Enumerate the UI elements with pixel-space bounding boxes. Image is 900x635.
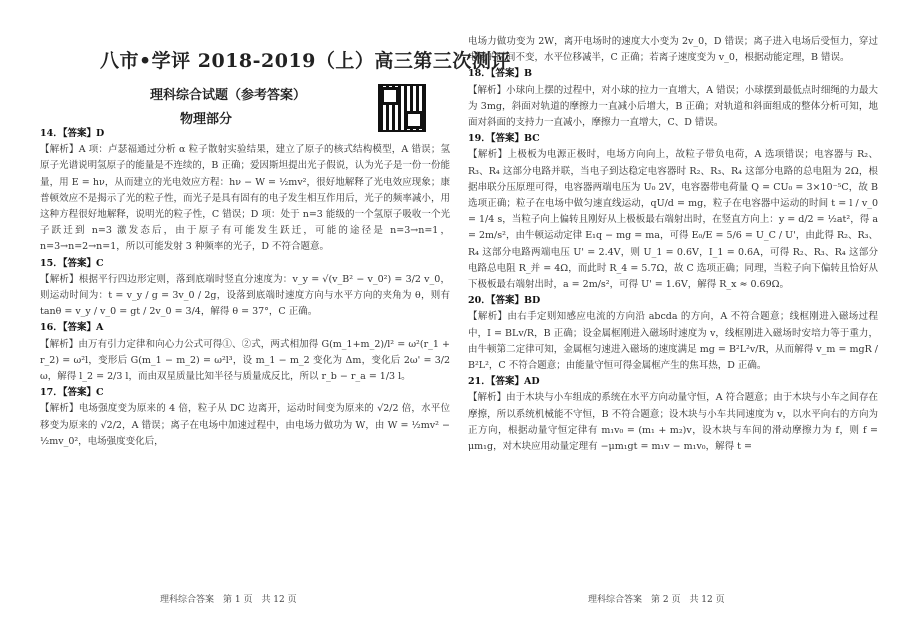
qr-code-icon	[378, 84, 426, 132]
page-subtitle: 理科综合试题（参考答案）	[150, 88, 307, 103]
right-column-text	[468, 34, 878, 586]
left-column-text	[40, 126, 450, 586]
answer-label: 20．【答案】BD	[468, 295, 541, 307]
explanation-paragraph: 【解析】小球向上摆的过程中，对小球的拉力一直增大，A 错误；小球摆到最低点时细绳的力最大为 3mg，斜面对轨道的摩擦力一直减小后增大，B 正确；对轨道和斜面组成的整体分析可知，地面对斜面的支持力一直减小，摩擦力一直增大，C、D 错误。	[468, 84, 878, 129]
right-column	[468, 0, 878, 635]
answer-label: 16．【答案】A	[40, 322, 104, 334]
answer-label: 14．【答案】D	[40, 128, 105, 139]
answer-label: 21．【答案】AD	[468, 376, 540, 388]
section-heading: 物理部分	[180, 112, 233, 127]
footer-left: 理科综合答案 第 1 页 共 12 页	[160, 595, 297, 605]
answer-label: 15．【答案】C	[40, 257, 104, 269]
footer-right: 理科综合答案 第 2 页 共 12 页	[588, 595, 725, 605]
explanation-paragraph: 【解析】A 项：卢瑟福通过分析 α 粒子散射实验结果，建立了原子的核式结构模型，A 错误；氢原子光谱说明氢原子的能量是不连续的，B 正确；爱因斯坦提出光子假说，认为光子是一份一份能量，用 E = hν，从而建立的光电效应方程：hν − W = ½mv²，很好地解释了光电效应现象；康普顿效应不是揭示了光的粒子性，而光子是具有固有的电子发生相互作用后，光子的频率减小，用这种方程很好地解释，说明光的粒子性，C 错误；D 项：处于 n=3 能级的一个氢原子吸收一个光子跃迁到 n=3 激发态后，由于原子有可能发生跃迁，可能的途径是 n=3→n=1，n=3→n=2→n=1，所以可能发射 3 种频率的光子，D 不符合题意。	[40, 144, 450, 253]
explanation-paragraph: 【解析】上极板为电源正极时，电场方向向上，故粒子带负电荷，A 选项错误；电容器与 R₂、R₃、R₄ 这部分电路并联，当电子到达稳定电容器时 R₂、R₃、R₄ 这部分电路的总电阻为 2Ω，根据串联分压原理可得，电容器两端电压为 U₀ 2V，电容器带电荷量 Q = CU₀ = 3×10⁻⁵C，故 B 选项正确；粒子在电场中做匀速直线运动，qU/d = mg，粒子在电容器中运动的时间 t = l / v_0 = 1/4 s，当粒子向上偏转且刚好从上极板最右端射出时，在竖直方向上：y = d/2 = ½at²，得 a = 2m/s²，由牛顿运动定律 E₁q − mg = ma，可得 E₀/E = 5/6 = U_C / U'，由此得 R₂、R₃、R₄ 这部分电路两端电压 U' = 2.4V，则 U_1 = 0.6V，I_1 = 0.6A，可得 R₂、R₃、R₄ 这部分电路总电阻 R_并 = 4Ω，而此时 R_4 = 5.7Ω，故 C 选项正确；同理，当粒子向下偏转且恰好从下极板最右端射出时，a = 2m/s²，可得 U' = 1.6V，解得 R_x ≈ 0.69Ω。	[468, 149, 878, 291]
answer-label: 19．【答案】BC	[468, 133, 540, 145]
page-title: 八市•学评 2018-2019（上）高三第三次测评	[100, 50, 511, 72]
explanation-paragraph: 电场力做功变为 2W，离开电场时的速度大小变为 2v_0，D 错误；离子进入电场后受恒力，穿过电场的时间不变，水平位移减半，C 正确；若离子速度变为 v_0，根据动能定理，B 错误。	[468, 36, 878, 64]
explanation-paragraph: 【解析】由万有引力定律和向心力公式可得①、②式，两式相加得 G(m_1+m_2)/l² = ω²(r_1 + r_2) = ω²l，变形后 G(m_1 − m_2) = ω²l³，设 m_1 − m_2 变化为 Δm，变化后 2ω' = 3/2 ω，解得 l_2 = 2/3 l，而由双星质量比知半径与质量成反比，所以 r_b − r_a = 1/3 l。	[40, 338, 450, 383]
explanation-paragraph: 【解析】由右手定则知感应电流的方向沿 abcda 的方向，A 不符合题意；线框刚进入磁场过程中，I = BLv/R，B 正确；设金属框刚进入磁场时速度为 v，线框刚进入磁场时安培力等于重力，由牛顿第二定律可知，金属框匀速进入磁场的速度满足 mg = B²L²v/R，从而解得 v_m = mgR / B²L²，C 不符合题意；由能量守恒可得金属框产生的焦耳热，D 正确。	[468, 311, 878, 372]
explanation-paragraph: 【解析】根据平行四边形定则，落到底端时竖直分速度为：v_y = √(v_B² − v_0²) = 3/2 v_0，则运动时间为：t = v_y / g = 3v_0 / 2g，设落到底端时速度方向与水平方向的夹角为 θ，则有 tanθ = v_y / v_0 = gt / 2v_0 = 3/4，解得 θ = 37°，C 正确。	[40, 273, 450, 318]
answer-label: 17．【答案】C	[40, 387, 104, 399]
explanation-paragraph: 【解析】电场强度变为原来的 4 倍，粒子从 DC 边离开，运动时间变为原来的 √2/2 倍，水平位移变为原来的 √2/2，A 错误；离子在电场中加速过程中，由电场力做功为 W，由 W = ½mv² − ½mv_0²，电场强度变化后，	[40, 403, 450, 447]
explanation-paragraph: 【解析】由于木块与小车组成的系统在水平方向动量守恒，A 符合题意；由于木块与小车之间存在摩擦，所以系统机械能不守恒，B 不符合题意；设木块与小车共同速度为 v，以水平向右的方向为正方向，根据动量守恒定律有 m₁v₀ = (m₁ + m₂)v，设木块与车间的滑动摩擦力为 f，则 f = μm₁g，对木块应用动量定理有 −μm₁gt = m₁v − m₁v₀，解得 t =	[468, 392, 878, 453]
answer-label: 18．【答案】B	[468, 68, 532, 80]
